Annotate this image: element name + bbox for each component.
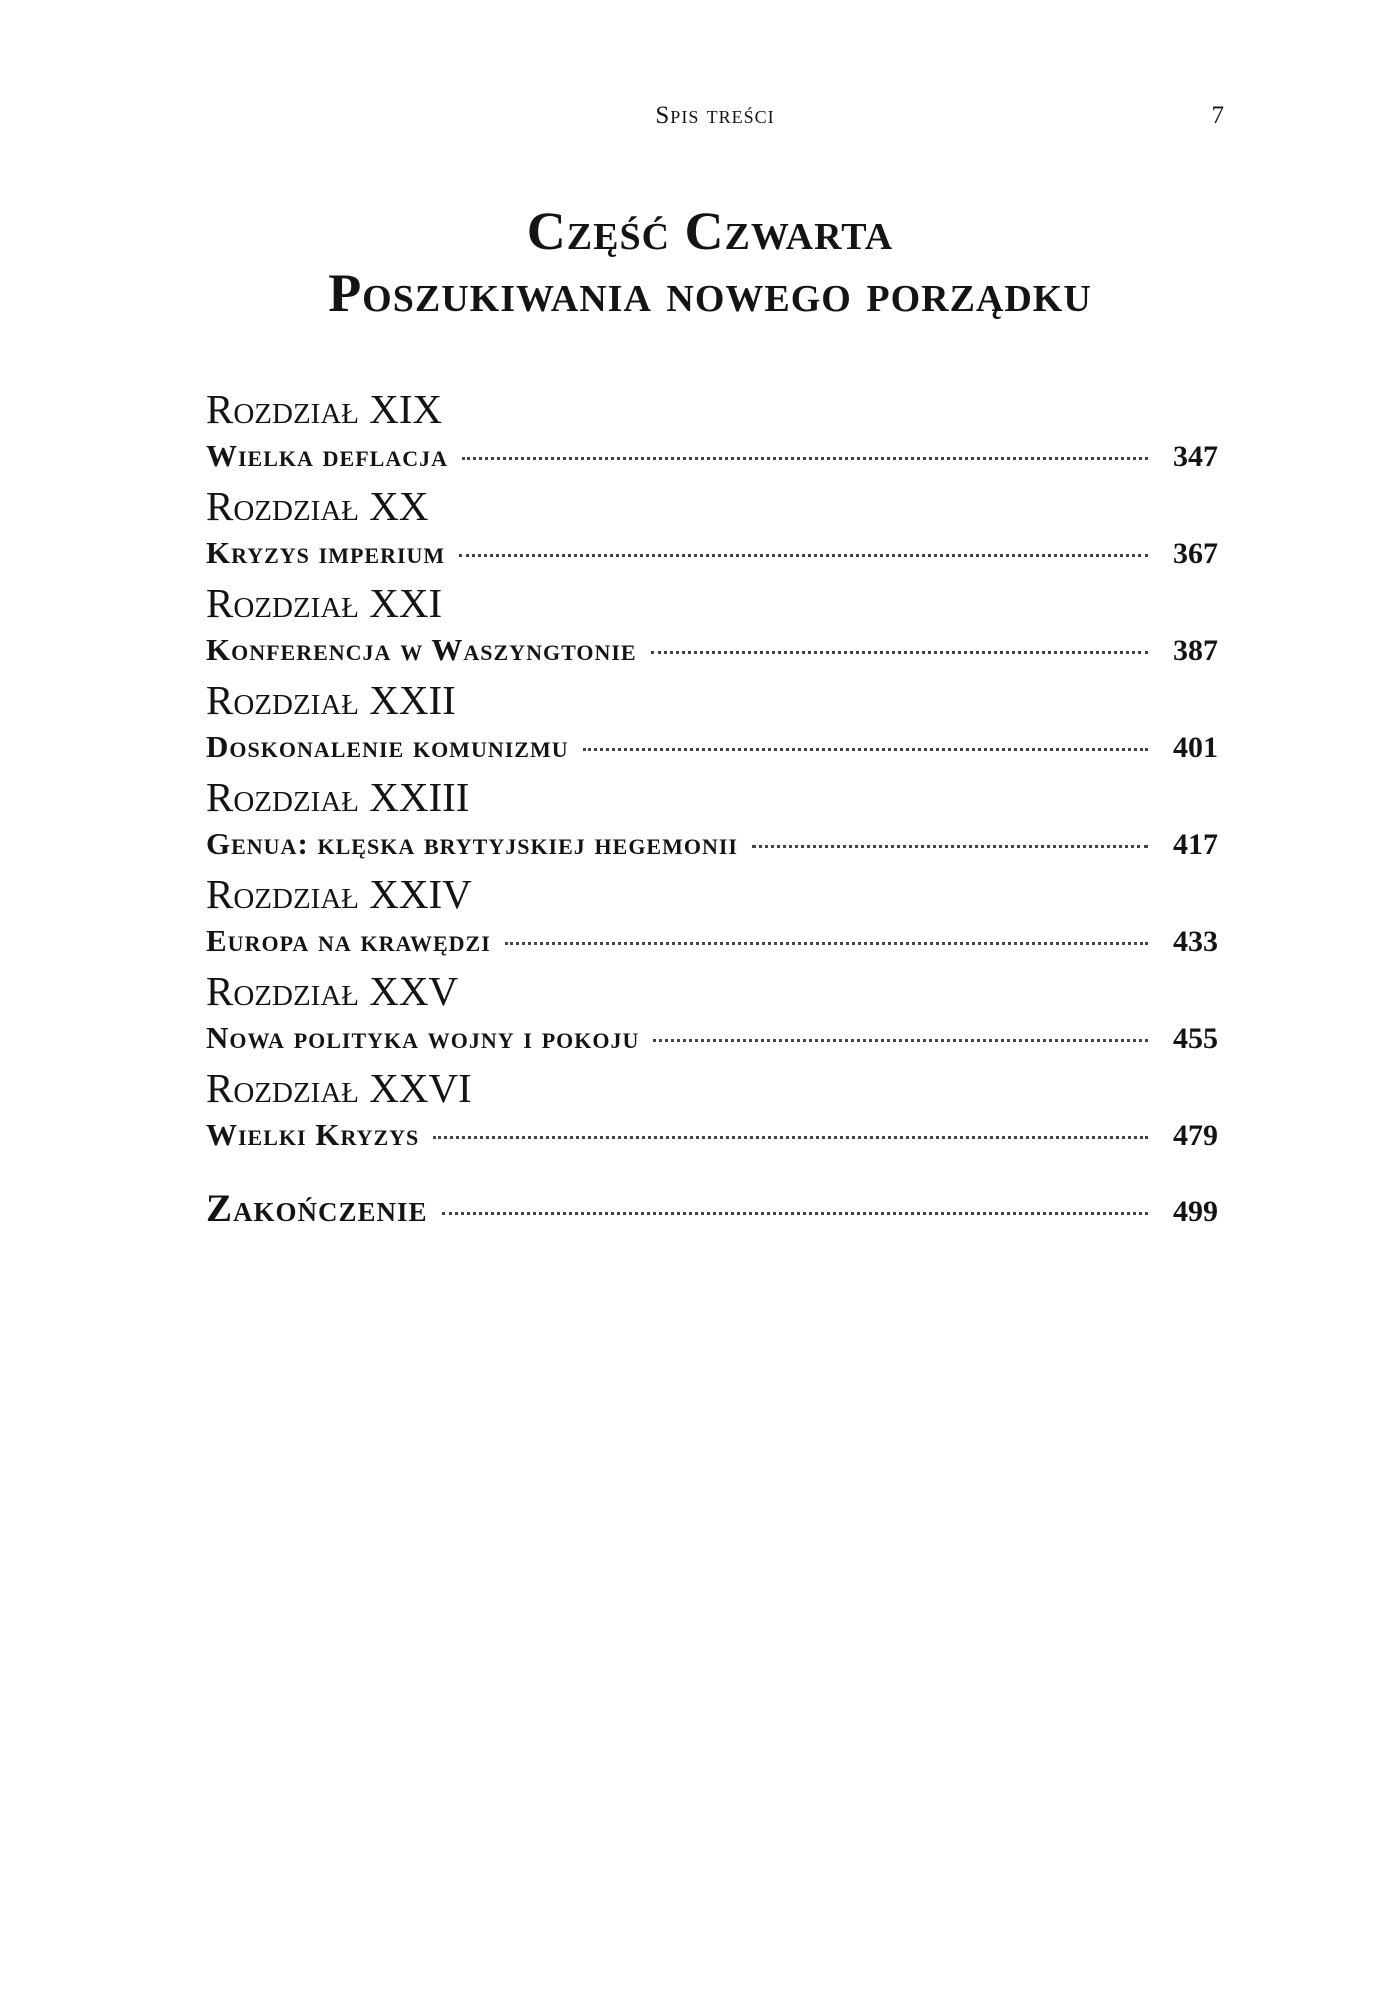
chapter-number: Rozdział XXIV (206, 871, 472, 917)
dot-leader (442, 1212, 1148, 1215)
toc-chapter-xxi (206, 578, 1218, 675)
toc-entry[interactable] (206, 1113, 1218, 1157)
part-title: Poszukiwania nowego porządku (328, 263, 1092, 323)
chapter-page-number: 455 (1173, 1022, 1218, 1055)
toc-entry[interactable] (206, 434, 1218, 478)
chapter-title: Doskonalenie komunizmu (206, 729, 569, 764)
dot-leader (505, 942, 1148, 945)
chapter-number: Rozdział XX (206, 483, 429, 529)
dot-leader (462, 457, 1148, 460)
dot-leader (752, 845, 1148, 848)
page-number: 7 (1211, 102, 1224, 129)
chapter-page-number: 433 (1173, 925, 1218, 958)
toc-entry[interactable] (206, 919, 1218, 963)
toc-chapter-xxiii (206, 772, 1218, 869)
chapter-page-number: 367 (1173, 537, 1218, 570)
chapter-number: Rozdział XXV (206, 968, 459, 1014)
dot-leader (651, 651, 1148, 654)
toc-chapter-xix (206, 384, 1218, 481)
chapter-number: Rozdział XXVI (206, 1065, 472, 1111)
toc-chapter-xxvi (206, 1063, 1218, 1160)
toc-entry-conclusion[interactable] (206, 1182, 1218, 1236)
toc-entry[interactable] (206, 1016, 1218, 1060)
toc-chapter-xx (206, 481, 1218, 578)
chapter-number: Rozdział XXI (206, 580, 443, 626)
chapter-page-number: 479 (1173, 1119, 1218, 1152)
toc-entry[interactable] (206, 628, 1218, 672)
chapter-page-number: 347 (1173, 440, 1218, 473)
toc-chapter-xxv (206, 966, 1218, 1063)
toc-chapter-xxiv (206, 869, 1218, 966)
dot-leader (459, 554, 1148, 557)
chapter-number: Rozdział XXII (206, 677, 456, 723)
chapter-page-number: 387 (1173, 634, 1218, 667)
conclusion-page-number: 499 (1173, 1195, 1218, 1228)
table-of-contents (206, 384, 1218, 1236)
dot-leader (583, 748, 1148, 751)
chapter-title: Nowa polityka wojny i pokoju (206, 1020, 640, 1055)
chapter-number: Rozdział XXIII (206, 774, 470, 820)
chapter-title: Wielki Kryzys (206, 1117, 420, 1152)
part-label: Część Czwarta (526, 201, 894, 261)
chapter-title: Wielka deflacja (206, 438, 448, 473)
chapter-number: Rozdział XIX (206, 386, 443, 432)
toc-entry[interactable] (206, 822, 1218, 866)
dot-leader (653, 1039, 1148, 1042)
toc-entry[interactable] (206, 531, 1218, 575)
part-heading (140, 200, 1280, 324)
chapter-page-number: 401 (1173, 731, 1218, 764)
toc-chapter-xxii (206, 675, 1218, 772)
chapter-title: Kryzys imperium (206, 535, 446, 570)
dot-leader (433, 1136, 1148, 1139)
running-head (206, 102, 1224, 134)
chapter-page-number: 417 (1173, 828, 1218, 861)
chapter-title: Europa na krawędzi (206, 923, 491, 958)
chapter-title: Konferencja w Waszyngtonie (206, 632, 637, 667)
conclusion-title: Zakończenie (206, 1187, 428, 1230)
chapter-title: Genua: klęska brytyjskiej hegemonii (206, 826, 738, 861)
toc-entry[interactable] (206, 725, 1218, 769)
running-title: Spis treści (655, 102, 775, 129)
